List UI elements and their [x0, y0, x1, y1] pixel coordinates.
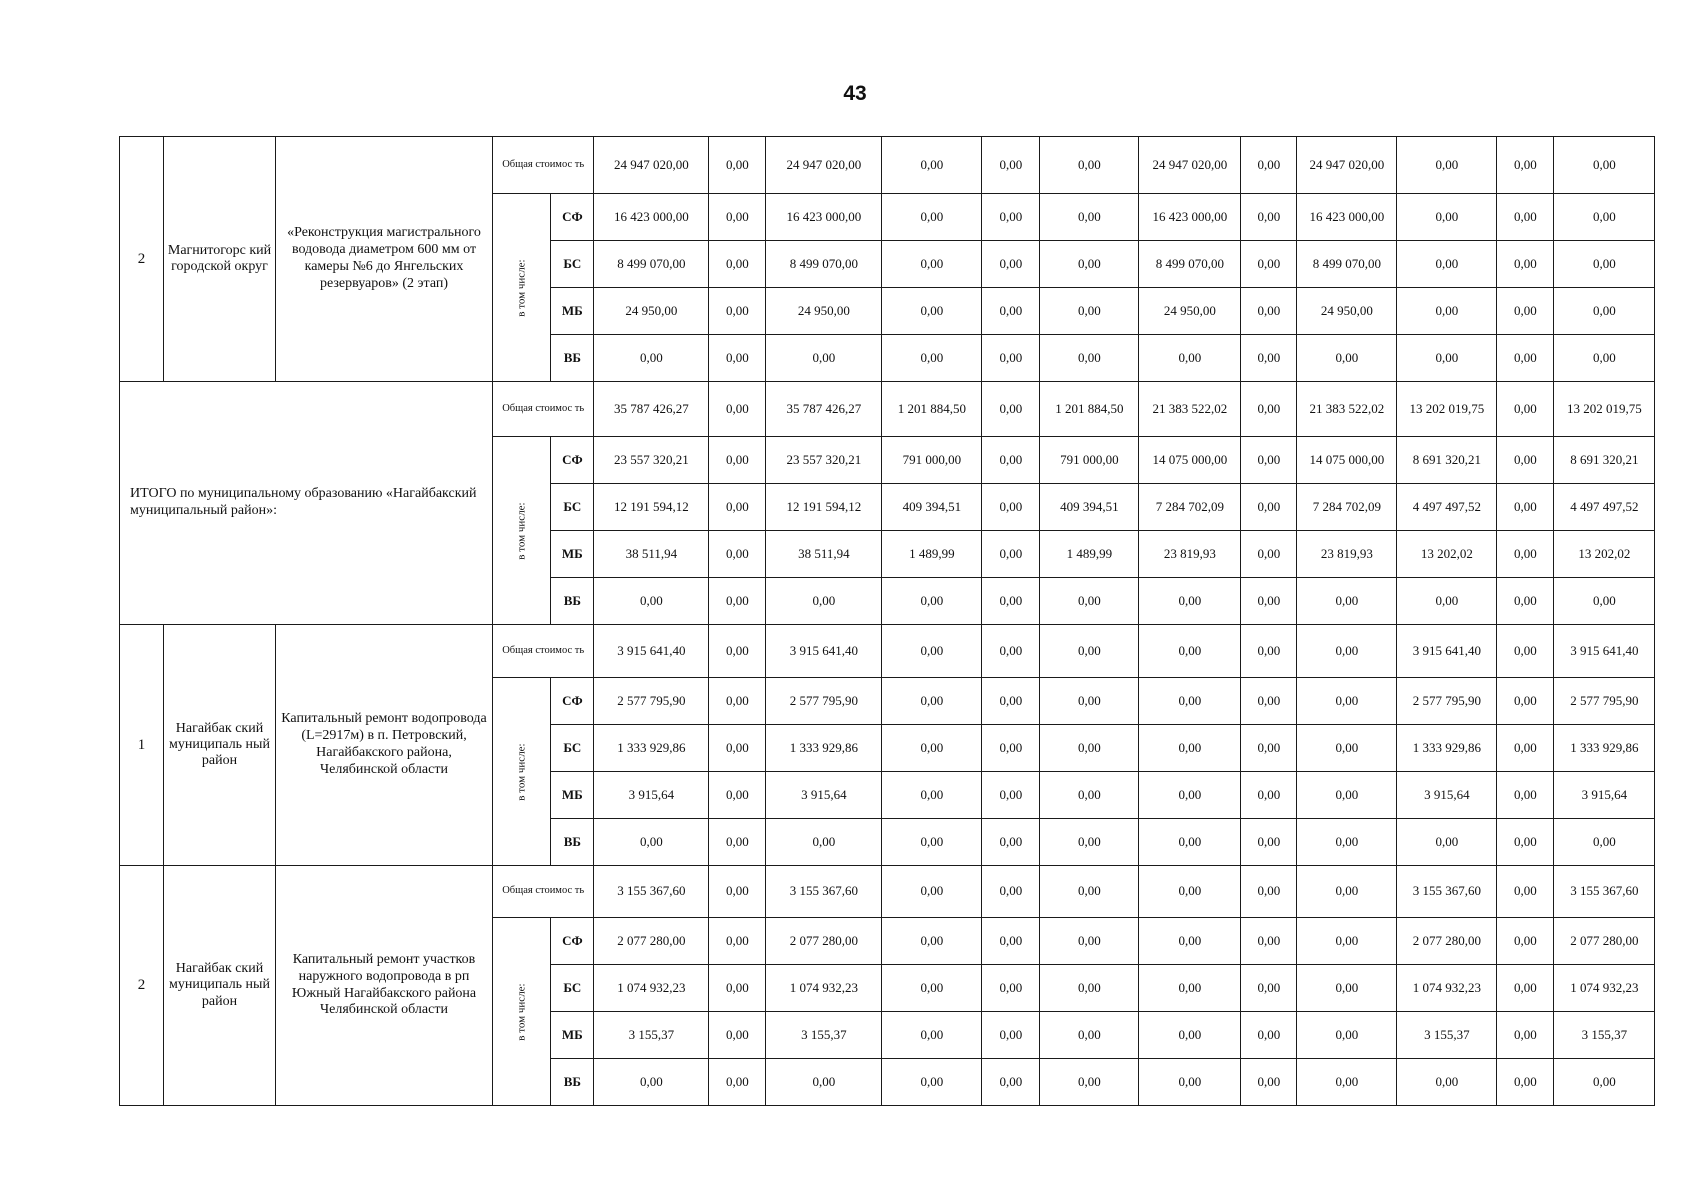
value-cell: 0,00: [1397, 288, 1497, 335]
value-cell: 3 155,37: [1397, 1012, 1497, 1059]
value-cell: 791 000,00: [882, 437, 982, 484]
value-cell: 0,00: [1497, 625, 1554, 678]
value-cell: 1 074 932,23: [1397, 965, 1497, 1012]
value-cell: 3 915,64: [594, 772, 709, 819]
value-cell: 0,00: [1497, 772, 1554, 819]
row-index: 2: [120, 137, 164, 382]
value-cell: 0,00: [1241, 194, 1297, 241]
fund-code: МБ: [551, 1012, 594, 1059]
value-cell: 0,00: [882, 1012, 982, 1059]
value-cell: 0,00: [1241, 335, 1297, 382]
value-cell: 2 077 280,00: [766, 918, 882, 965]
value-cell: 0,00: [982, 382, 1040, 437]
including-cell: [493, 437, 551, 625]
value-cell: 0,00: [594, 335, 709, 382]
value-cell: 0,00: [1397, 1059, 1497, 1106]
value-cell: 0,00: [1497, 484, 1554, 531]
value-cell: 791 000,00: [1040, 437, 1139, 484]
including-label: в том числе:: [515, 259, 528, 318]
value-cell: 0,00: [709, 918, 766, 965]
value-cell: 38 511,94: [766, 531, 882, 578]
value-cell: 0,00: [1497, 678, 1554, 725]
value-cell: 0,00: [982, 531, 1040, 578]
value-cell: 409 394,51: [882, 484, 982, 531]
value-cell: 2 577 795,90: [1554, 678, 1655, 725]
value-cell: 0,00: [1297, 678, 1397, 725]
value-cell: 0,00: [1241, 625, 1297, 678]
value-cell: 24 950,00: [1297, 288, 1397, 335]
including-cell: [493, 194, 551, 382]
value-cell: 0,00: [1139, 1059, 1241, 1106]
value-cell: 0,00: [1139, 625, 1241, 678]
value-cell: 0,00: [1297, 578, 1397, 625]
value-cell: 0,00: [709, 241, 766, 288]
value-cell: 0,00: [1297, 772, 1397, 819]
value-cell: 0,00: [1040, 1059, 1139, 1106]
value-cell: 2 077 280,00: [1554, 918, 1655, 965]
value-cell: 0,00: [982, 625, 1040, 678]
value-cell: 0,00: [1497, 335, 1554, 382]
fund-code: ВБ: [551, 578, 594, 625]
value-cell: 0,00: [1554, 137, 1655, 194]
value-cell: 0,00: [709, 382, 766, 437]
value-cell: 0,00: [882, 194, 982, 241]
value-cell: 24 947 020,00: [1297, 137, 1397, 194]
value-cell: 0,00: [1241, 1059, 1297, 1106]
value-cell: 0,00: [982, 866, 1040, 918]
value-cell: 0,00: [982, 678, 1040, 725]
value-cell: 24 947 020,00: [594, 137, 709, 194]
value-cell: 0,00: [594, 578, 709, 625]
value-cell: 8 499 070,00: [1139, 241, 1241, 288]
value-cell: 3 915,64: [1397, 772, 1497, 819]
value-cell: 0,00: [1497, 137, 1554, 194]
value-cell: 2 577 795,90: [1397, 678, 1497, 725]
value-cell: 0,00: [1241, 918, 1297, 965]
including-label: в том числе:: [515, 502, 528, 561]
value-cell: 0,00: [982, 437, 1040, 484]
fund-code: ВБ: [551, 819, 594, 866]
value-cell: 0,00: [982, 1059, 1040, 1106]
value-cell: 0,00: [1554, 194, 1655, 241]
value-cell: 0,00: [709, 725, 766, 772]
value-cell: 0,00: [982, 137, 1040, 194]
value-cell: 0,00: [709, 1059, 766, 1106]
value-cell: 0,00: [594, 1059, 709, 1106]
value-cell: 0,00: [882, 866, 982, 918]
value-cell: 0,00: [1139, 866, 1241, 918]
value-cell: 0,00: [1139, 678, 1241, 725]
value-cell: 0,00: [982, 194, 1040, 241]
fund-code: БС: [551, 965, 594, 1012]
value-cell: 0,00: [766, 1059, 882, 1106]
value-cell: 3 915 641,40: [594, 625, 709, 678]
value-cell: 21 383 522,02: [1297, 382, 1397, 437]
value-cell: 0,00: [709, 484, 766, 531]
fund-code: СФ: [551, 678, 594, 725]
value-cell: 0,00: [1554, 578, 1655, 625]
value-cell: 1 333 929,86: [766, 725, 882, 772]
value-cell: 8 691 320,21: [1554, 437, 1655, 484]
value-cell: 0,00: [882, 725, 982, 772]
value-cell: 0,00: [1554, 335, 1655, 382]
value-cell: 0,00: [1554, 1059, 1655, 1106]
summary-label: ИТОГО по муниципальному образованию «Нагайбакский муниципальный район»:: [120, 382, 493, 625]
value-cell: 0,00: [1297, 819, 1397, 866]
value-cell: 0,00: [1497, 194, 1554, 241]
value-cell: 0,00: [882, 137, 982, 194]
row-index: 1: [120, 625, 164, 866]
value-cell: 3 915 641,40: [766, 625, 882, 678]
value-cell: 0,00: [709, 1012, 766, 1059]
value-cell: 0,00: [1241, 678, 1297, 725]
value-cell: 0,00: [1040, 288, 1139, 335]
page-number: 43: [843, 82, 867, 105]
budget-table: [119, 136, 1655, 1106]
total-cost-label: Общая стоимос ть: [493, 625, 594, 678]
value-cell: 0,00: [982, 819, 1040, 866]
value-cell: 0,00: [982, 335, 1040, 382]
value-cell: 0,00: [709, 578, 766, 625]
municipality-cell: Магнитогорс кий городской округ: [164, 137, 276, 382]
value-cell: 0,00: [1139, 965, 1241, 1012]
value-cell: 0,00: [1397, 819, 1497, 866]
value-cell: 0,00: [882, 288, 982, 335]
value-cell: 0,00: [1397, 578, 1497, 625]
value-cell: 0,00: [1297, 1012, 1397, 1059]
value-cell: 0,00: [982, 1012, 1040, 1059]
value-cell: 1 333 929,86: [1554, 725, 1655, 772]
value-cell: 0,00: [1497, 918, 1554, 965]
value-cell: 0,00: [1497, 819, 1554, 866]
project-description: Капитальный ремонт водопровода (L=2917м) в п. Петровский, Нагайбакского района, Челябинской области: [276, 625, 493, 866]
value-cell: 0,00: [882, 335, 982, 382]
value-cell: 0,00: [594, 819, 709, 866]
value-cell: 0,00: [1241, 866, 1297, 918]
value-cell: 0,00: [982, 965, 1040, 1012]
value-cell: 21 383 522,02: [1139, 382, 1241, 437]
value-cell: 0,00: [1241, 137, 1297, 194]
value-cell: 0,00: [709, 965, 766, 1012]
value-cell: 0,00: [882, 625, 982, 678]
value-cell: 0,00: [1139, 819, 1241, 866]
value-cell: 0,00: [1040, 725, 1139, 772]
value-cell: 24 947 020,00: [1139, 137, 1241, 194]
value-cell: 0,00: [709, 772, 766, 819]
value-cell: 0,00: [1397, 137, 1497, 194]
value-cell: 0,00: [766, 335, 882, 382]
value-cell: 8 499 070,00: [1297, 241, 1397, 288]
value-cell: 24 950,00: [1139, 288, 1241, 335]
value-cell: 0,00: [1297, 965, 1397, 1012]
value-cell: 0,00: [709, 288, 766, 335]
value-cell: 16 423 000,00: [594, 194, 709, 241]
value-cell: 0,00: [1497, 578, 1554, 625]
value-cell: 2 077 280,00: [594, 918, 709, 965]
value-cell: 0,00: [1040, 918, 1139, 965]
value-cell: 0,00: [1497, 725, 1554, 772]
value-cell: 0,00: [1139, 1012, 1241, 1059]
value-cell: 1 074 932,23: [1554, 965, 1655, 1012]
value-cell: 0,00: [882, 578, 982, 625]
value-cell: 0,00: [1139, 725, 1241, 772]
value-cell: 0,00: [709, 194, 766, 241]
value-cell: 0,00: [1241, 531, 1297, 578]
value-cell: 1 489,99: [882, 531, 982, 578]
table-row: [120, 137, 1655, 194]
value-cell: 0,00: [1139, 578, 1241, 625]
value-cell: 0,00: [882, 772, 982, 819]
value-cell: 0,00: [1497, 241, 1554, 288]
value-cell: 3 915,64: [1554, 772, 1655, 819]
fund-code: БС: [551, 241, 594, 288]
value-cell: 16 423 000,00: [1139, 194, 1241, 241]
value-cell: 0,00: [1241, 437, 1297, 484]
value-cell: 4 497 497,52: [1554, 484, 1655, 531]
value-cell: 4 497 497,52: [1397, 484, 1497, 531]
value-cell: 0,00: [709, 335, 766, 382]
fund-code: МБ: [551, 772, 594, 819]
value-cell: 3 155,37: [594, 1012, 709, 1059]
value-cell: 23 819,93: [1297, 531, 1397, 578]
value-cell: 1 333 929,86: [1397, 725, 1497, 772]
value-cell: 14 075 000,00: [1297, 437, 1397, 484]
value-cell: 0,00: [1497, 965, 1554, 1012]
value-cell: 0,00: [709, 678, 766, 725]
value-cell: 0,00: [1040, 137, 1139, 194]
value-cell: 1 074 932,23: [766, 965, 882, 1012]
value-cell: 0,00: [1040, 625, 1139, 678]
value-cell: 0,00: [1497, 437, 1554, 484]
value-cell: 0,00: [882, 678, 982, 725]
value-cell: 0,00: [1040, 866, 1139, 918]
value-cell: 1 074 932,23: [594, 965, 709, 1012]
value-cell: 3 155 367,60: [1554, 866, 1655, 918]
value-cell: 0,00: [1497, 1012, 1554, 1059]
fund-code: БС: [551, 484, 594, 531]
value-cell: 0,00: [1241, 772, 1297, 819]
value-cell: 0,00: [1040, 772, 1139, 819]
value-cell: 0,00: [709, 531, 766, 578]
value-cell: 0,00: [1241, 725, 1297, 772]
value-cell: 12 191 594,12: [594, 484, 709, 531]
value-cell: 38 511,94: [594, 531, 709, 578]
value-cell: 0,00: [709, 437, 766, 484]
value-cell: 0,00: [1497, 1059, 1554, 1106]
value-cell: 24 947 020,00: [766, 137, 882, 194]
value-cell: 0,00: [1241, 965, 1297, 1012]
value-cell: 0,00: [1297, 725, 1397, 772]
value-cell: 0,00: [1040, 194, 1139, 241]
total-cost-label: Общая стоимос ть: [493, 866, 594, 918]
fund-code: МБ: [551, 288, 594, 335]
value-cell: 8 499 070,00: [766, 241, 882, 288]
value-cell: 0,00: [1554, 819, 1655, 866]
value-cell: 0,00: [1497, 866, 1554, 918]
value-cell: 3 915 641,40: [1554, 625, 1655, 678]
value-cell: 16 423 000,00: [1297, 194, 1397, 241]
value-cell: 3 155,37: [766, 1012, 882, 1059]
value-cell: 0,00: [882, 918, 982, 965]
value-cell: 3 155 367,60: [766, 866, 882, 918]
value-cell: 0,00: [882, 965, 982, 1012]
value-cell: 0,00: [982, 918, 1040, 965]
including-cell: [493, 918, 551, 1106]
total-cost-label: Общая стоимос ть: [493, 137, 594, 194]
value-cell: 0,00: [1297, 335, 1397, 382]
value-cell: 35 787 426,27: [766, 382, 882, 437]
value-cell: 0,00: [1241, 382, 1297, 437]
total-cost-label: Общая стоимос ть: [493, 382, 594, 437]
value-cell: 23 557 320,21: [766, 437, 882, 484]
row-index: 2: [120, 866, 164, 1106]
value-cell: 23 819,93: [1139, 531, 1241, 578]
fund-code: ВБ: [551, 335, 594, 382]
value-cell: 24 950,00: [594, 288, 709, 335]
value-cell: 0,00: [1040, 965, 1139, 1012]
municipality-cell: Нагайбак ский муниципаль ный район: [164, 625, 276, 866]
value-cell: 3 155 367,60: [594, 866, 709, 918]
value-cell: 0,00: [1241, 484, 1297, 531]
value-cell: 0,00: [1139, 918, 1241, 965]
value-cell: 0,00: [1040, 1012, 1139, 1059]
project-description: «Реконструкция магистрального водовода диаметром 600 мм от камеры №6 до Янгельских резервуаров» (2 этап): [276, 137, 493, 382]
value-cell: 0,00: [1297, 625, 1397, 678]
value-cell: 0,00: [1297, 1059, 1397, 1106]
value-cell: 0,00: [1040, 335, 1139, 382]
value-cell: 14 075 000,00: [1139, 437, 1241, 484]
value-cell: 0,00: [709, 137, 766, 194]
value-cell: 0,00: [1397, 335, 1497, 382]
value-cell: 0,00: [982, 725, 1040, 772]
value-cell: 0,00: [982, 484, 1040, 531]
value-cell: 0,00: [1241, 1012, 1297, 1059]
value-cell: 0,00: [982, 578, 1040, 625]
value-cell: 3 915,64: [766, 772, 882, 819]
value-cell: 0,00: [1497, 288, 1554, 335]
value-cell: 0,00: [1497, 531, 1554, 578]
value-cell: 0,00: [709, 819, 766, 866]
including-label: в том числе:: [515, 743, 528, 802]
fund-code: МБ: [551, 531, 594, 578]
value-cell: 13 202 019,75: [1554, 382, 1655, 437]
value-cell: 0,00: [882, 1059, 982, 1106]
fund-code: СФ: [551, 918, 594, 965]
value-cell: 0,00: [1241, 288, 1297, 335]
value-cell: 0,00: [1040, 678, 1139, 725]
value-cell: 0,00: [1241, 819, 1297, 866]
table-row: [120, 866, 1655, 918]
value-cell: 409 394,51: [1040, 484, 1139, 531]
value-cell: 0,00: [1139, 335, 1241, 382]
value-cell: 3 915 641,40: [1397, 625, 1497, 678]
value-cell: 8 499 070,00: [594, 241, 709, 288]
value-cell: 35 787 426,27: [594, 382, 709, 437]
value-cell: 2 077 280,00: [1397, 918, 1497, 965]
value-cell: 0,00: [982, 241, 1040, 288]
municipality-cell: Нагайбак ский муниципаль ный район: [164, 866, 276, 1106]
including-label: в том числе:: [515, 983, 528, 1042]
value-cell: 13 202,02: [1397, 531, 1497, 578]
value-cell: 0,00: [982, 288, 1040, 335]
value-cell: 3 155,37: [1554, 1012, 1655, 1059]
value-cell: 12 191 594,12: [766, 484, 882, 531]
value-cell: 13 202 019,75: [1397, 382, 1497, 437]
value-cell: 2 577 795,90: [594, 678, 709, 725]
value-cell: 0,00: [882, 819, 982, 866]
value-cell: 0,00: [1554, 241, 1655, 288]
value-cell: 16 423 000,00: [766, 194, 882, 241]
fund-code: БС: [551, 725, 594, 772]
value-cell: 0,00: [1554, 288, 1655, 335]
value-cell: 0,00: [766, 578, 882, 625]
value-cell: 24 950,00: [766, 288, 882, 335]
value-cell: 0,00: [1040, 241, 1139, 288]
value-cell: 2 577 795,90: [766, 678, 882, 725]
value-cell: 1 489,99: [1040, 531, 1139, 578]
value-cell: 0,00: [709, 625, 766, 678]
value-cell: 0,00: [1241, 241, 1297, 288]
value-cell: 1 201 884,50: [1040, 382, 1139, 437]
value-cell: 0,00: [882, 241, 982, 288]
value-cell: 0,00: [709, 866, 766, 918]
value-cell: 0,00: [1040, 819, 1139, 866]
value-cell: 0,00: [1297, 918, 1397, 965]
value-cell: 0,00: [1397, 241, 1497, 288]
value-cell: 23 557 320,21: [594, 437, 709, 484]
value-cell: 7 284 702,09: [1297, 484, 1397, 531]
fund-code: СФ: [551, 194, 594, 241]
value-cell: 13 202,02: [1554, 531, 1655, 578]
value-cell: 0,00: [982, 772, 1040, 819]
value-cell: 0,00: [1241, 578, 1297, 625]
value-cell: 0,00: [1297, 866, 1397, 918]
value-cell: 1 333 929,86: [594, 725, 709, 772]
value-cell: 0,00: [1139, 772, 1241, 819]
value-cell: 0,00: [766, 819, 882, 866]
fund-code: СФ: [551, 437, 594, 484]
project-description: Капитальный ремонт участков наружного водопровода в рп Южный Нагайбакского района Челябинской области: [276, 866, 493, 1106]
value-cell: 7 284 702,09: [1139, 484, 1241, 531]
value-cell: 3 155 367,60: [1397, 866, 1497, 918]
including-cell: [493, 678, 551, 866]
value-cell: 1 201 884,50: [882, 382, 982, 437]
value-cell: 8 691 320,21: [1397, 437, 1497, 484]
value-cell: 0,00: [1397, 194, 1497, 241]
fund-code: ВБ: [551, 1059, 594, 1106]
value-cell: 0,00: [1497, 382, 1554, 437]
table-row: [120, 382, 1655, 437]
value-cell: 0,00: [1040, 578, 1139, 625]
table-row: [120, 625, 1655, 678]
